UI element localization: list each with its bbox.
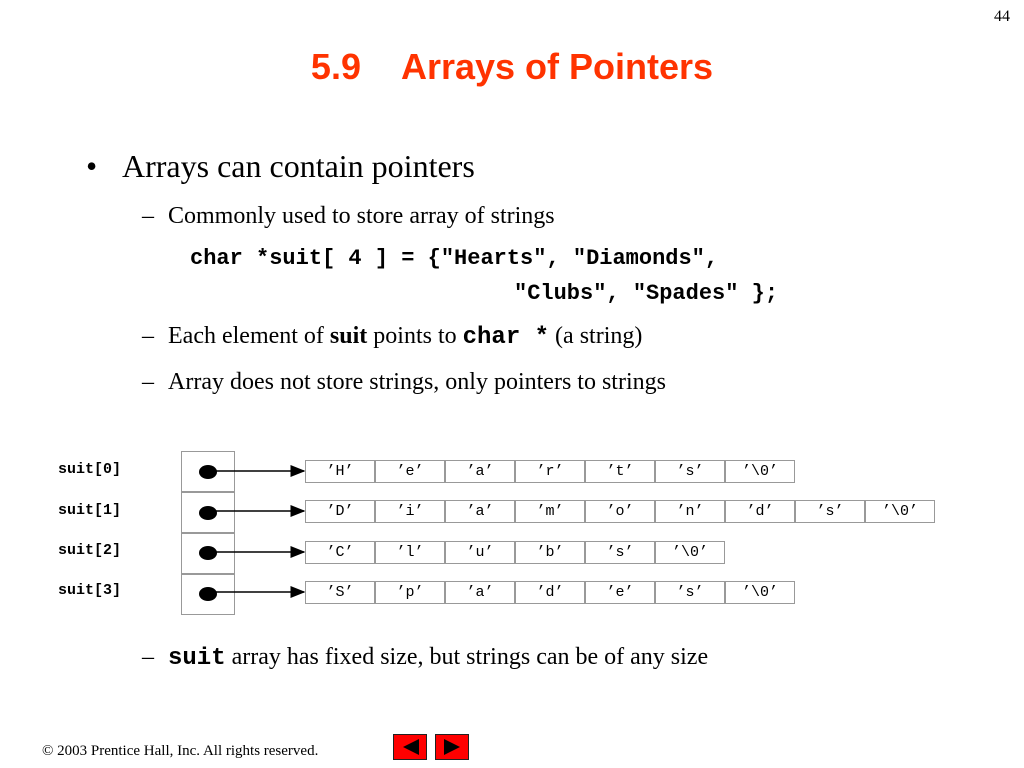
- pointer-dot: [199, 465, 217, 479]
- pointer-arrow-0: [199, 465, 304, 479]
- sub-bullet-middle: points to: [367, 323, 463, 349]
- char-cell: ’u’: [445, 541, 515, 564]
- char-cell: ’C’: [305, 541, 375, 564]
- char-cell: ’D’: [305, 500, 375, 523]
- array-label: suit[0]: [58, 461, 122, 478]
- char-cell: ’l’: [375, 541, 445, 564]
- array-label: suit[2]: [58, 542, 122, 559]
- char-cell: ’a’: [445, 581, 515, 604]
- suit-code-word: suit: [168, 645, 226, 672]
- sub-bullet-text: Commonly used to store array of strings: [168, 203, 555, 229]
- char-cell: ’d’: [515, 581, 585, 604]
- slide-number: 44: [994, 8, 1010, 25]
- char-cell: ’s’: [655, 460, 725, 483]
- char-cell: ’\0’: [725, 460, 795, 483]
- sub-bullet-text: array has fixed size, but strings can be of any size: [225, 644, 709, 670]
- pointer-dot: [199, 506, 217, 520]
- right-triangle-icon: [436, 735, 468, 759]
- sub-bullet-prefix: Each element of: [168, 323, 330, 349]
- char-cell: ’o’: [585, 500, 655, 523]
- pointer-arrow-1: [199, 506, 304, 520]
- dash-symbol: –: [142, 203, 154, 229]
- dash-symbol: –: [142, 644, 154, 670]
- array-label: suit[3]: [58, 582, 122, 599]
- array-label: suit[1]: [58, 502, 122, 519]
- bullet-symbol: •: [86, 148, 98, 184]
- char-cell: ’S’: [305, 581, 375, 604]
- char-cell: ’m’: [515, 500, 585, 523]
- char-pointer-code: char *: [462, 324, 550, 351]
- sub-bullet-text: Array does not store strings, only pointers to strings: [168, 369, 666, 395]
- suit-bold-word: suit: [329, 323, 368, 349]
- previous-slide-button[interactable]: [393, 734, 427, 760]
- char-cell: ’\0’: [655, 541, 725, 564]
- char-cell: ’t’: [585, 460, 655, 483]
- char-cell: ’d’: [725, 500, 795, 523]
- sub-bullet-suffix: (a string): [549, 323, 643, 349]
- dash-symbol: –: [142, 323, 154, 349]
- char-cell: ’s’: [795, 500, 865, 523]
- pointer-dot: [199, 587, 217, 601]
- char-cell: ’p’: [375, 581, 445, 604]
- bullet-text: Arrays can contain pointers: [122, 148, 475, 184]
- pointer-dot: [199, 546, 217, 560]
- char-cell: ’e’: [375, 460, 445, 483]
- title-text: Arrays of Pointers: [400, 46, 714, 87]
- char-cell: ’r’: [515, 460, 585, 483]
- char-cell: ’a’: [445, 500, 515, 523]
- char-cell: ’i’: [375, 500, 445, 523]
- char-cell: ’b’: [515, 541, 585, 564]
- section-number: 5.9: [310, 46, 361, 87]
- dash-symbol: –: [142, 369, 154, 395]
- code-line-1: char *suit[ 4 ] = {"Hearts", "Diamonds",: [190, 246, 719, 271]
- left-triangle-icon: [394, 735, 426, 759]
- pointer-arrow-2: [199, 546, 304, 560]
- copyright-footer: © 2003 Prentice Hall, Inc. All rights reserved.: [42, 743, 319, 759]
- char-cell: ’s’: [655, 581, 725, 604]
- char-cell: ’e’: [585, 581, 655, 604]
- char-cell: ’s’: [585, 541, 655, 564]
- char-cell: ’H’: [305, 460, 375, 483]
- next-slide-button[interactable]: [435, 734, 469, 760]
- pointer-arrow-3: [199, 587, 304, 601]
- code-line-2: "Clubs", "Spades" };: [514, 281, 779, 306]
- char-cell: ’n’: [655, 500, 725, 523]
- char-cell: ’\0’: [865, 500, 935, 523]
- char-cell: ’a’: [445, 460, 515, 483]
- char-cell: ’\0’: [725, 581, 795, 604]
- sub-bullet-4: [142, 644, 708, 672]
